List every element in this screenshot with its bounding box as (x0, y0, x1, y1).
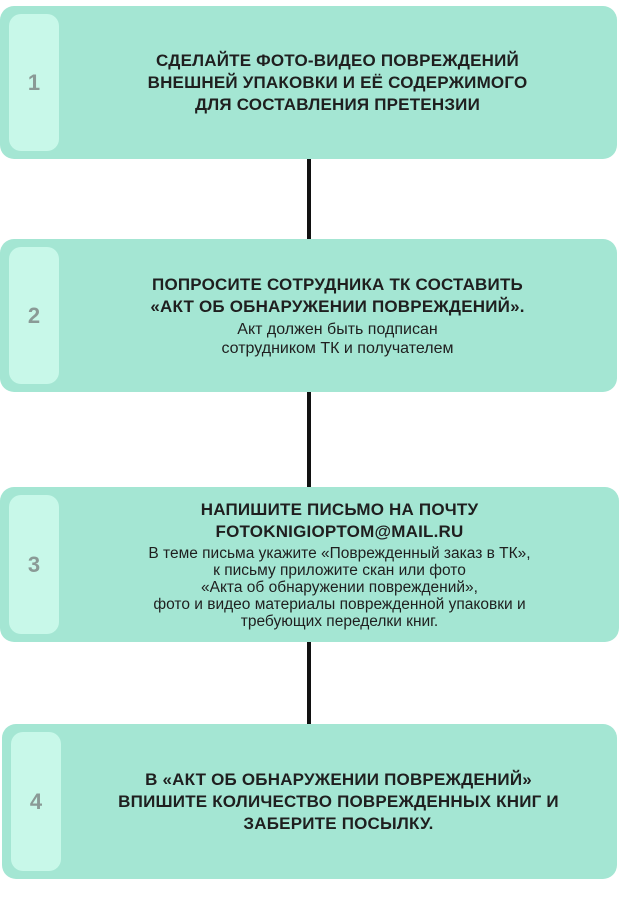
step-title: ПОПРОСИТЕ СОТРУДНИКА ТК СОСТАВИТЬ «АКТ ОБ ОБНАРУЖЕНИИ ПОВРЕЖДЕНИЙ». (150, 274, 525, 316)
connector-3-4 (307, 642, 311, 726)
step-number-box (11, 732, 61, 871)
step-title: НАПИШИТЕ ПИСЬМО НА ПОЧТУ FOTOKNIGIOPTOM@MAIL.RU (200, 500, 479, 541)
step-number-box (9, 14, 59, 151)
step-description: Акт должен быть подписан сотрудником ТК и получателем (221, 320, 454, 357)
step-content (64, 239, 611, 392)
step-number: 2 (27, 302, 41, 328)
step-content (60, 487, 619, 642)
step-content (66, 724, 611, 879)
step-title: В «АКТ ОБ ОБНАРУЖЕНИИ ПОВРЕЖДЕНИЙ» ВПИШИТЕ КОЛИЧЕСТВО ПОВРЕЖДЕННЫХ КНИГ И ЗАБЕРИТЕ ПОСЫЛКУ. (118, 769, 559, 833)
step-number: 3 (27, 551, 41, 577)
step-card-1 (0, 6, 617, 159)
step-card-4 (2, 724, 617, 879)
step-number: 1 (27, 69, 41, 95)
step-title: СДЕЛАЙТЕ ФОТО-ВИДЕО ПОВРЕЖДЕНИЙ ВНЕШНЕЙ УПАКОВКИ И ЕЁ СОДЕРЖИМОГО ДЛЯ СОСТАВЛЕНИЯ ПРЕТЕНЗИИ (147, 50, 528, 114)
step-description: В теме письма укажите «Поврежденный заказ в ТК», к письму приложите скан или фото «Акта об обнаружении повреждений», фото и видео материалы поврежденной упаковки и требующих переделки книг. (148, 545, 531, 630)
connector-1-2 (307, 159, 311, 241)
step-number-box (9, 247, 59, 384)
step-content (64, 6, 611, 159)
step-number-box (9, 495, 59, 634)
connector-2-3 (307, 392, 311, 489)
step-card-3 (0, 487, 619, 642)
step-card-2 (0, 239, 617, 392)
step-number: 4 (29, 788, 43, 814)
